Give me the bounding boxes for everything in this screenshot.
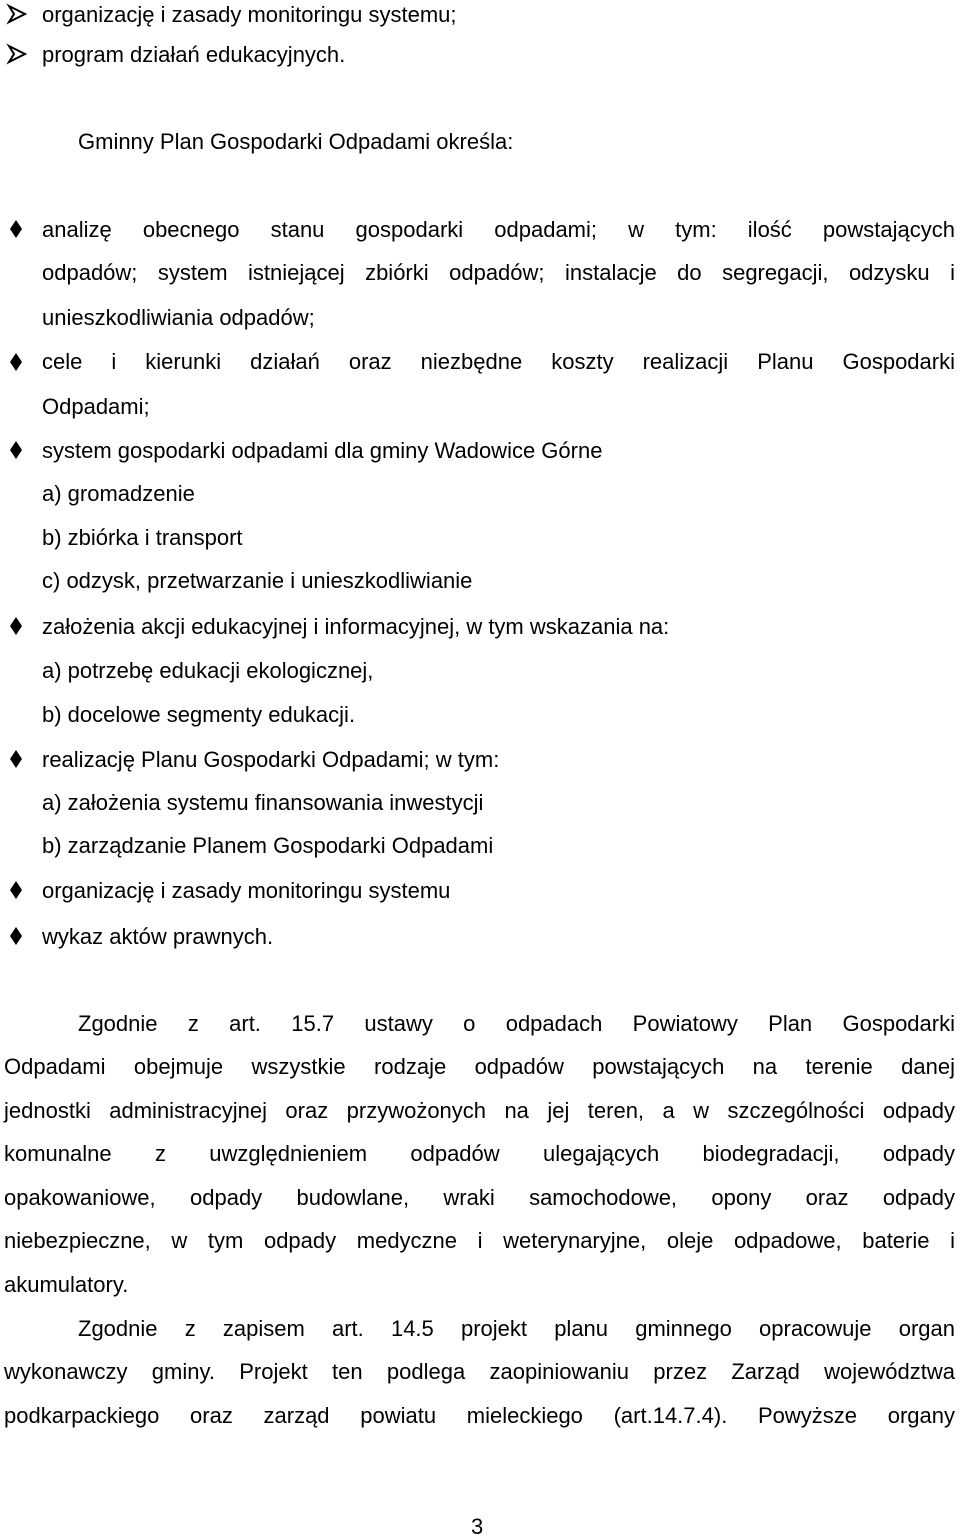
diamond-bullet-icon xyxy=(8,748,24,770)
bullet-text: założenia akcji edukacyjnej i informacyjnej, w tym wskazania na: xyxy=(42,614,670,639)
bullet-text: wykaz aktów prawnych. xyxy=(42,924,274,949)
paragraph-line: Zgodnie z art. 15.7 ustawy o odpadach Powiatowy Plan Gospodarki xyxy=(78,1011,955,1036)
paragraph-line: Odpadami obejmuje wszystkie rodzaje odpadów powstających na terenie danej xyxy=(4,1054,955,1079)
paragraph-line: wykonawczy gminy. Projekt ten podlega zaopiniowaniu przez Zarząd województwa xyxy=(4,1359,955,1384)
sub-item: a) potrzebę edukacji ekologicznej, xyxy=(42,658,374,683)
paragraph-line: Zgodnie z zapisem art. 14.5 projekt planu gminnego opracowuje organ xyxy=(78,1316,955,1341)
arrow-item: program działań edukacyjnych. xyxy=(42,42,346,67)
paragraph-line: podkarpackiego oraz zarząd powiatu mieleckiego (art.14.7.4). Powyższe organy xyxy=(4,1403,955,1428)
sub-item: b) zarządzanie Planem Gospodarki Odpadami xyxy=(42,833,494,858)
bullet-line: Odpadami; xyxy=(42,394,150,419)
diamond-bullet-icon xyxy=(8,439,24,461)
sub-item: b) docelowe segmenty edukacji. xyxy=(42,702,356,727)
sub-item: a) gromadzenie xyxy=(42,481,195,506)
diamond-bullet-icon xyxy=(8,615,24,637)
paragraph-line: jednostki administracyjnej oraz przywożonych na jej teren, a w szczególności odpady xyxy=(4,1098,955,1123)
paragraph-line: komunalne z uwzględnieniem odpadów ulegających biodegradacji, odpady xyxy=(4,1141,955,1166)
sub-item: b) zbiórka i transport xyxy=(42,525,243,550)
arrow-item: organizację i zasady monitoringu systemu; xyxy=(42,2,457,27)
bullet-line: odpadów; system istniejącej zbiórki odpadów; instalacje do segregacji, odzysku i xyxy=(42,260,955,285)
bullet-line: cele i kierunki działań oraz niezbędne koszty realizacji Planu Gospodarki xyxy=(42,349,955,374)
paragraph-line: opakowaniowe, odpady budowlane, wraki samochodowe, opony oraz odpady xyxy=(4,1185,955,1210)
paragraph-line: akumulatory. xyxy=(4,1272,129,1297)
bullet-line: analizę obecnego stanu gospodarki odpadami; w tym: ilość powstających xyxy=(42,217,955,242)
paragraph-line: niebezpieczne, w tym odpady medyczne i weterynaryjne, oleje odpadowe, baterie i xyxy=(4,1228,955,1253)
diamond-bullet-icon xyxy=(8,879,24,901)
bullet-text: realizację Planu Gospodarki Odpadami; w tym: xyxy=(42,747,500,772)
sub-item: c) odzysk, przetwarzanie i unieszkodliwianie xyxy=(42,568,473,593)
bullet-line: unieszkodliwiania odpadów; xyxy=(42,305,315,330)
diamond-bullet-icon xyxy=(8,351,24,373)
page-number: 3 xyxy=(471,1514,484,1539)
bullet-text: system gospodarki odpadami dla gminy Wadowice Górne xyxy=(42,438,603,463)
intro-text: Gminny Plan Gospodarki Odpadami określa: xyxy=(78,129,514,154)
sub-item: a) założenia systemu finansowania inwestycji xyxy=(42,790,484,815)
arrow-bullet-icon xyxy=(6,43,28,65)
diamond-bullet-icon xyxy=(8,925,24,947)
arrow-bullet-icon xyxy=(6,3,28,25)
bullet-text: organizację i zasady monitoringu systemu xyxy=(42,878,451,903)
diamond-bullet-icon xyxy=(8,218,24,240)
